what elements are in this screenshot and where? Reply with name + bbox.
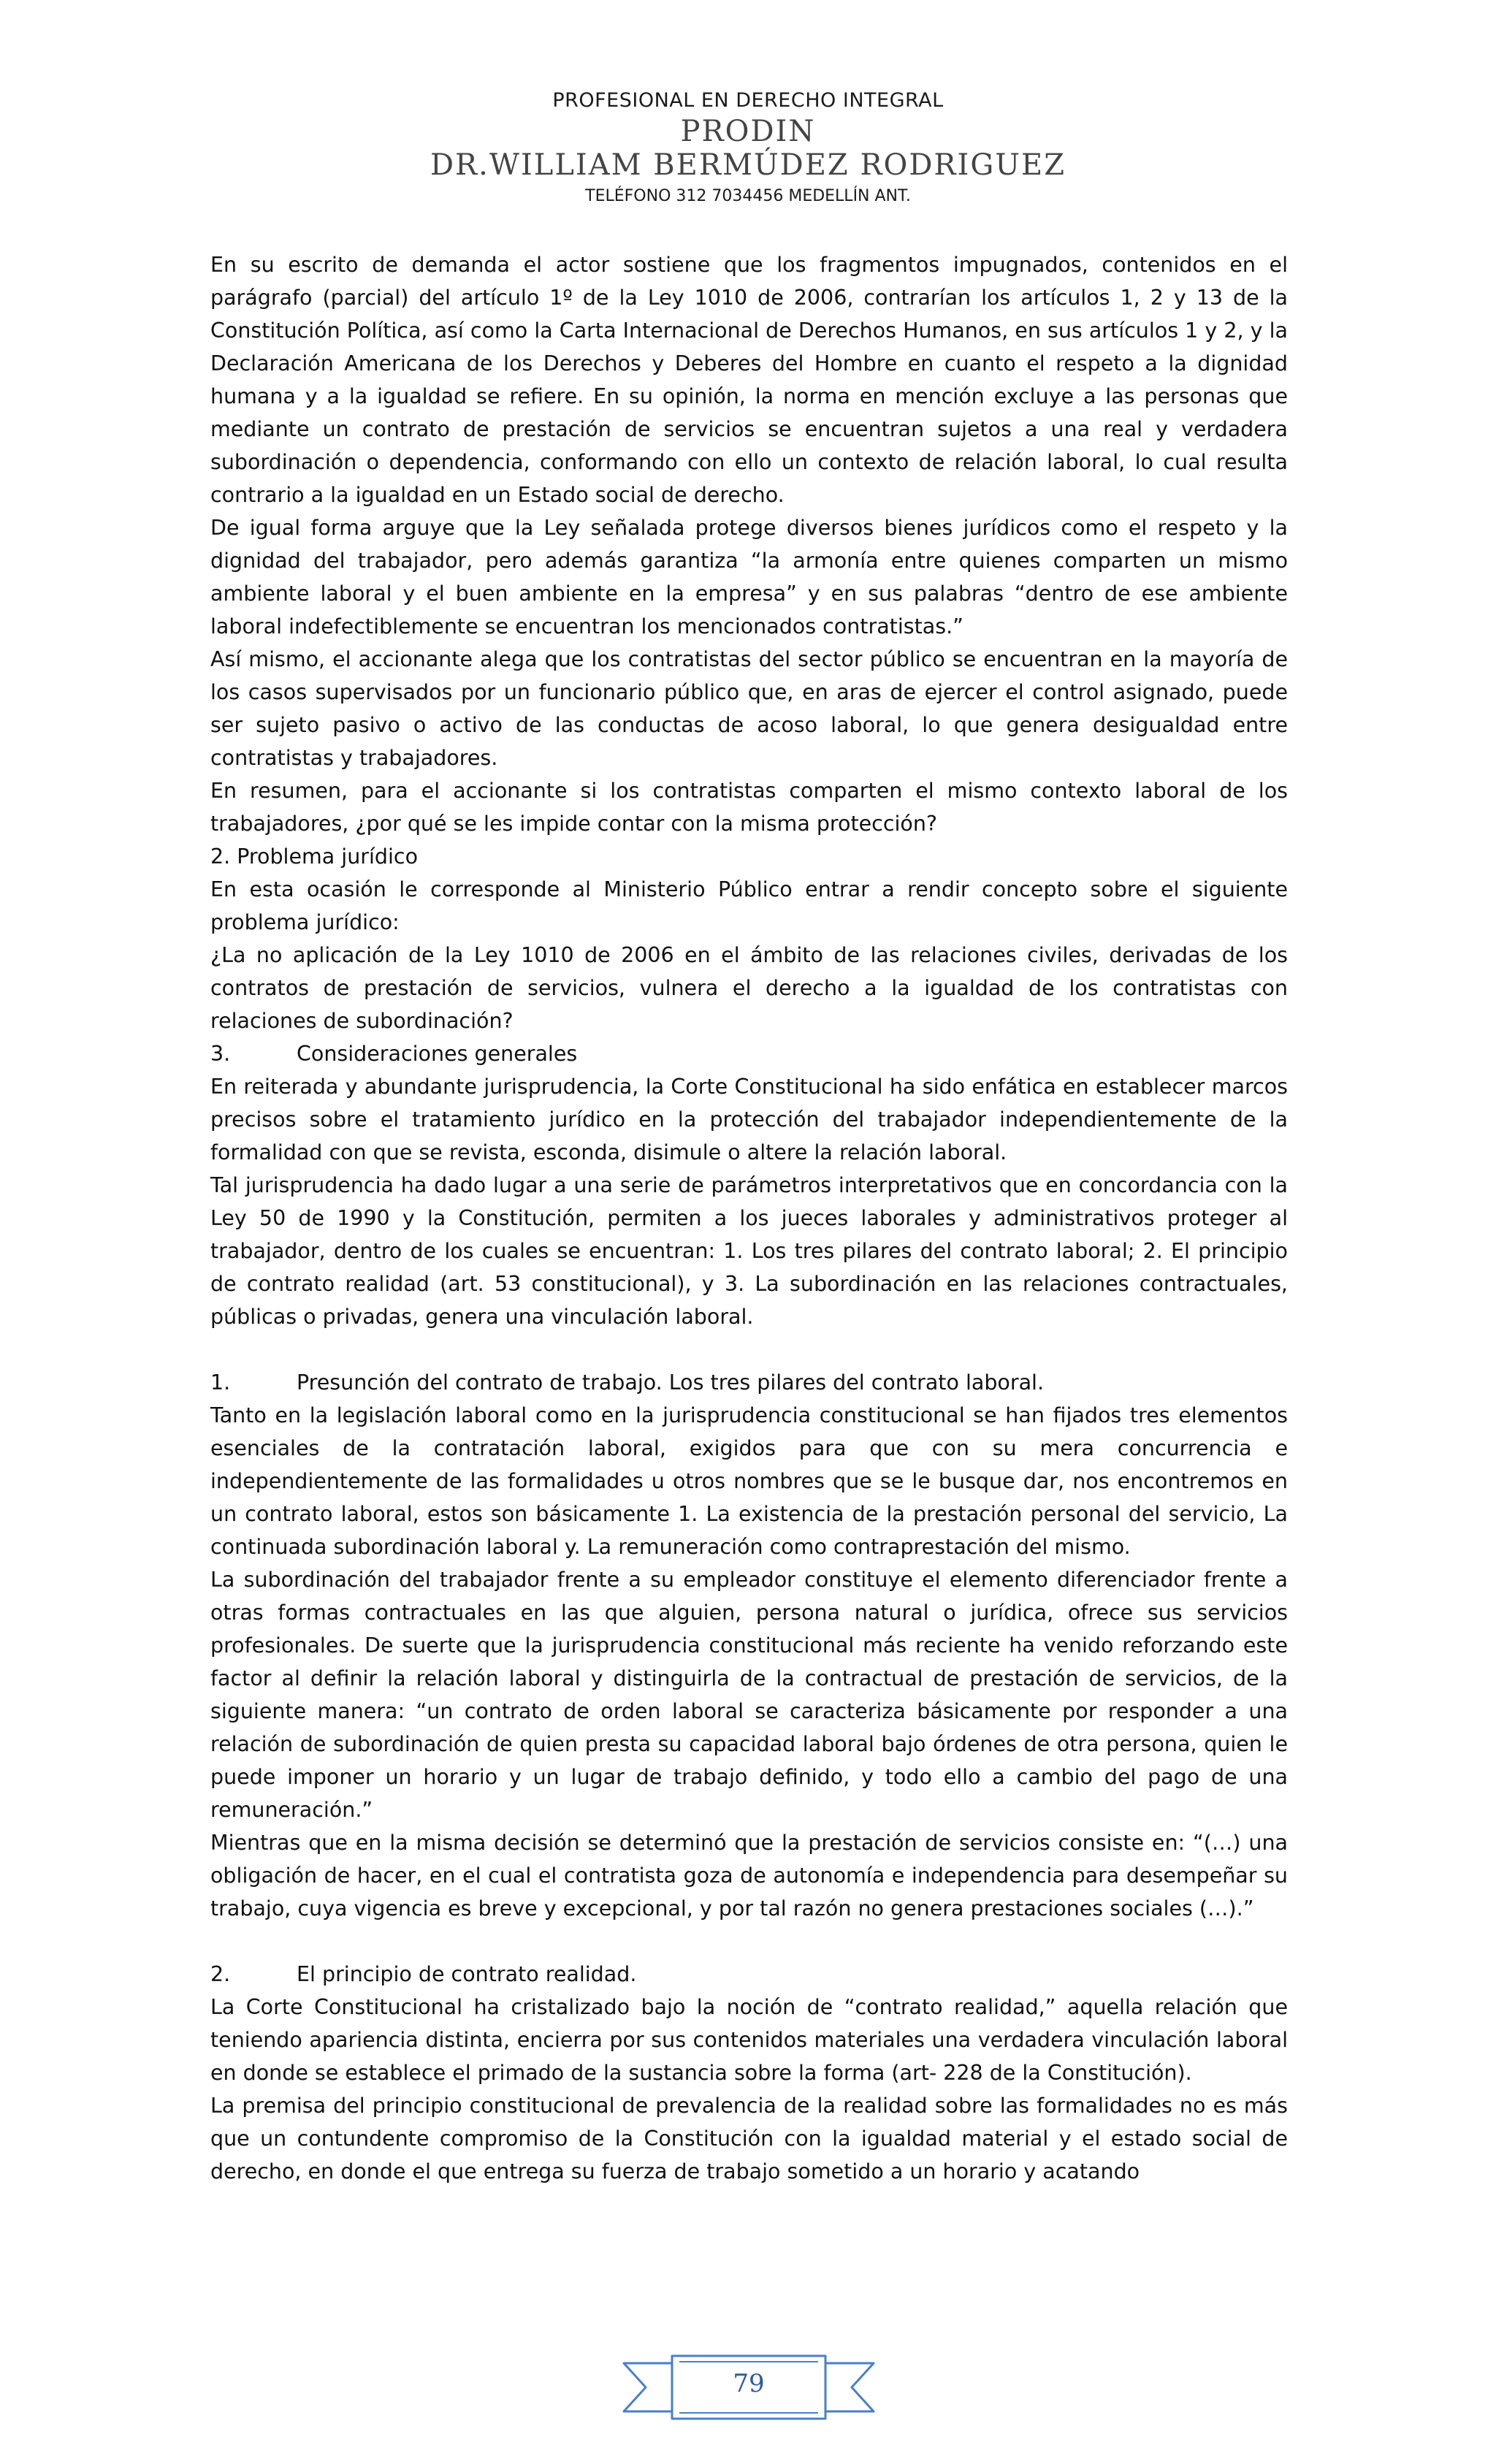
paragraph: La premisa del principio constitucional de prevalencia de la realidad sobre las formalidades no es más que un contundente compromiso de la Constitución con la igualdad material y el estado social de derecho, en donde el que entrega su fuerza de trabajo sometido a un horario y acatando bbox=[210, 2094, 1288, 2183]
spacer bbox=[210, 1925, 1288, 1958]
section-number: 1. bbox=[210, 1370, 231, 1395]
section-title: Presunción del contrato de trabajo. Los tres pilares del contrato laboral. bbox=[297, 1370, 1045, 1395]
paragraph: La Corte Constitucional ha cristalizado bajo la noción de “contrato realidad,” aquella relación que teniendo apariencia distinta, encierra por sus contenidos materiales una verdadera vinculación laboral en donde se establece el primado de la sustancia sobre la forma (art- 228 de la Constitución). bbox=[210, 1995, 1288, 2085]
section-title: Consideraciones generales bbox=[297, 1042, 578, 1066]
paragraph: Mientras que en la misma decisión se determinó que la prestación de servicios consiste en: “(…) una obligación de hacer, en el cual el contratista goza de autonomía e independencia para desempeñar su trabajo, cuya vigencia es breve y excepcional, y por tal razón no genera prestaciones sociales (…).” bbox=[210, 1831, 1288, 1921]
paragraph: Tanto en la legislación laboral como en la jurisprudencia constitucional se han fijados tres elementos esenciales de la contratación laboral, exigidos para que con su mera concurrencia e independientemente de las formalidades u otros nombres que se le busque dar, nos encontremos en un contrato laboral, estos son básicamente 1. La existencia de la prestación personal del servicio, La continuada subordinación laboral y. La remuneración como contraprestación del mismo. bbox=[210, 1403, 1288, 1559]
letterhead-phone: TELÉFONO 312 7034456 MEDELLÍN ANT. bbox=[585, 187, 911, 205]
page-number-ribbon bbox=[621, 2349, 877, 2429]
section-number: 3. bbox=[210, 1042, 231, 1066]
letterhead bbox=[0, 86, 1496, 209]
letterhead-title: PROFESIONAL EN DERECHO INTEGRAL bbox=[552, 89, 944, 112]
letterhead-acronym: PRODIN bbox=[680, 115, 816, 148]
subsection-heading bbox=[210, 1366, 1288, 1399]
section-heading bbox=[210, 1037, 1288, 1070]
subsection-heading bbox=[210, 1958, 1288, 1991]
section-heading: 2. Problema jurídico bbox=[210, 844, 419, 869]
paragraph: ¿La no aplicación de la Ley 1010 de 2006 en el ámbito de las relaciones civiles, derivadas de los contratos de prestación de servicios, vulnera el derecho a la igualdad de los contratistas con relaciones de subordinación? bbox=[210, 943, 1288, 1033]
section-number: 2. bbox=[210, 1962, 231, 1986]
paragraph: La subordinación del trabajador frente a su empleador constituye el elemento diferenciador frente a otras formas contractuales en las que alguien, persona natural o jurídica, ofrece sus servicios profesionales. De suerte que la jurisprudencia constitucional más reciente ha venido reforzando este factor al definir la relación laboral y distinguirla de la contractual de prestación de servicios, de la siguiente manera: “un contrato de orden laboral se caracteriza básicamente por responder a una relación de subordinación de quien presta su capacidad laboral bajo órdenes de otra persona, quien le puede imponer un horario y un lugar de trabajo definido, y todo ello a cambio del pago de una remuneración.” bbox=[210, 1568, 1288, 1822]
paragraph: En esta ocasión le corresponde al Ministerio Público entrar a rendir concepto sobre el siguiente problema jurídico: bbox=[210, 877, 1288, 934]
letterhead-name: DR.WILLIAM BERMÚDEZ RODRIGUEZ bbox=[430, 148, 1066, 182]
paragraph: De igual forma arguye que la Ley señalada protege diversos bienes jurídicos como el respeto y la dignidad del trabajador, pero además garantiza “la armonía entre quienes comparten un mismo ambiente laboral y el buen ambiente en la empresa” y en sus palabras “dentro de ese ambiente laboral indefectiblemente se encuentran los mencionados contratistas.” bbox=[210, 516, 1288, 638]
page-number: 79 bbox=[733, 2369, 765, 2398]
paragraph: Así mismo, el accionante alega que los contratistas del sector público se encuentran en la mayoría de los casos supervisados por un funcionario público que, en aras de ejercer el control asignado, puede ser sujeto pasivo o activo de las conductas de acoso laboral, lo que genera desigualdad entre contratistas y trabajadores. bbox=[210, 647, 1288, 770]
document-body bbox=[210, 248, 1288, 2188]
paragraph: En reiterada y abundante jurisprudencia, la Corte Constitucional ha sido enfática en establecer marcos precisos sobre el tratamiento jurídico en la protección del trabajador independientemente de la formalidad con que se revista, esconda, disimule o altere la relación laboral. bbox=[210, 1075, 1288, 1164]
paragraph: En resumen, para el accionante si los contratistas comparten el mismo contexto laboral de los trabajadores, ¿por qué se les impide contar con la misma protección? bbox=[210, 779, 1288, 836]
section-title: El principio de contrato realidad. bbox=[297, 1962, 637, 1986]
paragraph: En su escrito de demanda el actor sostiene que los fragmentos impugnados, contenidos en el parágrafo (parcial) del artículo 1º de la Ley 1010 de 2006, contrarían los artículos 1, 2 y 13 de la Constitución Política, así como la Carta Internacional de Derechos Humanos, en sus artículos 1 y 2, y la Declaración Americana de los Derechos y Deberes del Hombre en cuanto el respeto a la dignidad humana y a la igualdad se refiere. En su opinión, la norma en mención excluye a las personas que mediante un contrato de prestación de servicios se encuentran sujetos a una real y verdadera subordinación o dependencia, conformando con ello un contexto de relación laboral, lo cual resulta contrario a la igualdad en un Estado social de derecho. bbox=[210, 253, 1288, 507]
paragraph: Tal jurisprudencia ha dado lugar a una serie de parámetros interpretativos que en concordancia con la Ley 50 de 1990 y la Constitución, permiten a los jueces laborales y administrativos proteger al trabajador, dentro de los cuales se encuentran: 1. Los tres pilares del contrato laboral; 2. El principio de contrato realidad (art. 53 constitucional), y 3. La subordinación en las relaciones contractuales, públicas o privadas, genera una vinculación laboral. bbox=[210, 1173, 1288, 1329]
spacer bbox=[210, 1333, 1288, 1366]
